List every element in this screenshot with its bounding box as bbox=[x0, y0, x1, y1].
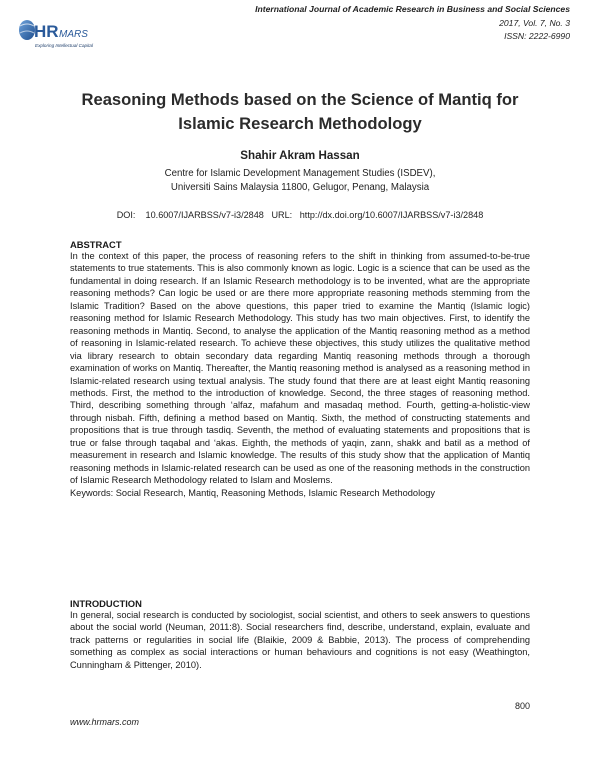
logo-tagline: Exploring Intellectual Capital bbox=[35, 43, 93, 48]
abstract-keywords: Keywords: Social Research, Mantiq, Reasoning Methods, Islamic Research Methodology bbox=[70, 487, 436, 498]
journal-volume: 2017, Vol. 7, No. 3 bbox=[499, 17, 570, 28]
abstract-heading: ABSTRACT bbox=[70, 239, 122, 250]
journal-name: International Journal of Academic Research in Business and Social Sciences bbox=[255, 4, 570, 14]
globe-icon bbox=[18, 18, 130, 44]
introduction-section bbox=[70, 598, 530, 671]
page-number: 800 bbox=[514, 701, 530, 711]
footer-website: www.hrmars.com bbox=[70, 717, 140, 727]
abstract-text: In the context of this paper, the process of reasoning refers to the shift in thinking from assumed-to-be-true statements to true statements. This is also commonly known as logic. Logic is a science that can be used as the fundamental in doing research. If an Islamic Research methodology is to be invented, what are the appropriate reasoning methods? Can logic be used or are there more appropriate reasoning methods stemming from the Islamic Tradition? Based on the above questions, this paper tried to examine the Mantiq (Islamic logic) reasoning method for Islamic Research Methodology. This study has two main objectives. First, to identify the reasoning methods in Mantiq. Second, to analyse the application of the Mantiq reasoning method as a method of reasoning in Islamic-related research. To achieve these objectives, this study utilizes the qualitative method via library research to obtain secondary data regarding Mantiq reasoning methods through a thorough examination of works on Mantiq. Thereafter, the Mantiq reasoning method is analysed as a reasoning method in Islamic-related research using textual analysis. The study found that there are at least eight Mantiq reasoning methods. First, the method to the introduction of knowledge. Second, the three stages of reasoning method. Third, describing something through ‘alfaz, mafahum and masadaq method. Fourth, getting-a-holistic-view through nisbah. Fifth, defining a method based on Mantiq. Sixth, the method of constructing statements and propositions that is true through tasdiq. Seventh, the method of evaluating statements and propositions that is true or false through taqabal and ‘akas. Eighth, the methods of yaqin, zann, shakk and batil as a method of measurement in research and Islamic knowledge. The results of this study show that the application of Mantiq reasoning methods in Islamic-related research can be used as one of the reasoning methods in the construction of Islamic Research Methodology related to Islam and Moslems. bbox=[70, 251, 530, 486]
svg-text:MARS: MARS bbox=[59, 29, 88, 40]
abstract-section bbox=[70, 239, 530, 499]
journal-header bbox=[130, 3, 570, 44]
introduction-text: In general, social research is conducted by sociologist, social scientist, and others to seek answers to questions about the social world (Neuman, 2011:8). Social researchers find, describe, understand, explain, evaluate and track patterns or regularities in social life (Blaikie, 2009 & Babbie, 2013). The process of comprehending something as complex as social interactions or human behaviours and cognitions is not easy (Weathington, Cunningham & Pittenger, 2010). bbox=[70, 610, 530, 670]
doi-label: DOI: bbox=[116, 210, 136, 220]
doi-url-link[interactable]: http://dx.doi.org/10.6007/IJARBSS/v7-i3/2848 bbox=[299, 210, 484, 220]
introduction-heading: INTRODUCTION bbox=[70, 598, 142, 609]
doi-value: 10.6007/IJARBSS/v7-i3/2848 bbox=[145, 210, 264, 220]
url-label: URL: bbox=[271, 210, 293, 220]
svg-text:HR: HR bbox=[34, 22, 59, 41]
doi-line bbox=[40, 210, 560, 220]
affiliation-line-2: Universiti Sains Malaysia 11800, Gelugor, Penang, Malaysia bbox=[170, 182, 430, 193]
author-affiliation bbox=[40, 167, 560, 195]
paper-title bbox=[40, 88, 560, 136]
title-line-1: Reasoning Methods based on the Science of Mantiq for bbox=[81, 90, 519, 109]
hrmars-logo bbox=[18, 18, 130, 54]
affiliation-line-1: Centre for Islamic Development Management Studies (ISDEV), bbox=[164, 168, 436, 179]
title-line-2: Islamic Research Methodology bbox=[178, 114, 422, 133]
journal-issn: ISSN: 2222-6990 bbox=[504, 31, 570, 41]
author-name: Shahir Akram Hassan bbox=[240, 149, 360, 162]
